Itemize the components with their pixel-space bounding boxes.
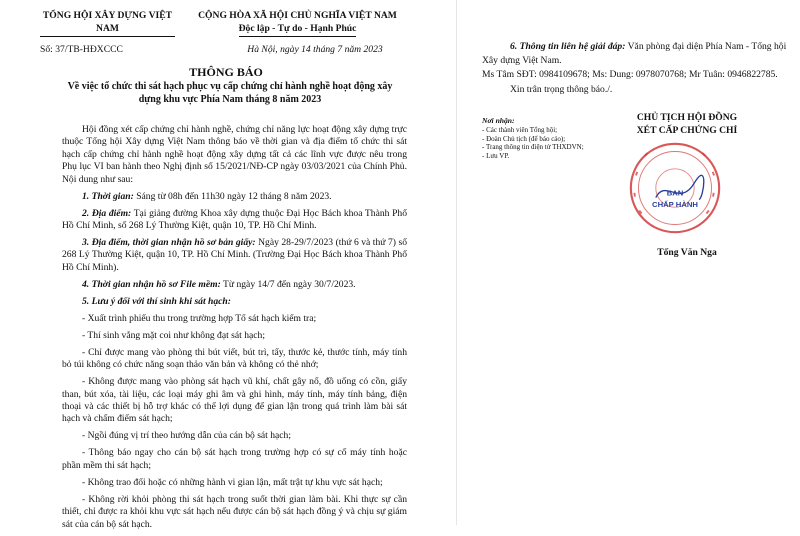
note-item: - Thí sinh vắng mặt coi như không đạt sát hạch; (82, 329, 266, 341)
org-name: TỔNG HỘI XÂY DỰNG VIỆT NAM (40, 10, 175, 37)
signature-title-line-2: XÉT CẤP CHỨNG CHỈ (636, 124, 738, 136)
contact-phones: Ms Tâm SĐT: 0984109678; Ms: Dung: 0978070768; Mr Tuân: 0946822785. (482, 69, 778, 81)
document-page-right (462, 0, 800, 525)
issuing-organization (40, 10, 175, 37)
note-item: - Không được mang vào phòng sát hạch vũ khí, chất gây nổ, đồ uống có cồn, giấy than, bút xóa, tài liệu, các loại máy ghi âm và ghi hình, máy tính, máy tính bảng, điện thoại và các thiết bị hỗ trợ khác có thể lợi dụng để gian lận trong quá trình làm bài sát hạch và chấm điểm sát hạch; (62, 376, 407, 425)
note-item: - Chỉ được mang vào phòng thi bút viết, bút trì, tẩy, thước kẻ, thước tính, máy tính bỏ túi không có chức năng soạn thảo văn bản và không có thẻ nhớ; (62, 346, 407, 371)
stamp-text-ban: BAN (666, 188, 684, 198)
section-paper-submission: 3. Địa điểm, thời gian nhận hồ sơ bản giấy: Ngày 28-29/7/2023 (thứ 6 và thứ 7) số 268 Lý Thường Kiệt, quận 10, TP. Hồ Chí Minh. (Trường Đại Học Bách khoa Thành Phố Hồ Chí Minh). (62, 237, 408, 273)
note-item: - Xuất trình phiếu thu trong trường hợp Tổ sát hạch kiểm tra; (82, 312, 317, 324)
document-title: THÔNG BÁO (189, 65, 263, 79)
document-subtitle (60, 81, 400, 107)
signature-title (612, 112, 762, 137)
contact-section (482, 40, 794, 97)
recipients-heading: Nơi nhận: (482, 116, 515, 125)
official-stamp (627, 140, 723, 236)
section-location: 2. Địa điểm: Tại giảng đường Khoa xây dựng thuộc Đại Học Bách khoa Thành Phố Hồ Chí Minh, số 268 Lý Thường Kiệt, quận 10, TP. Hồ Chí Minh. (62, 207, 407, 232)
note-item: - Không trao đổi hoặc có những hành vi gian lận, mất trật tự khu vực sát hạch; (82, 476, 383, 488)
note-item: - Không rời khỏi phòng thi sát hạch trong suốt thời gian làm bài. Khi thực sự cần thiết, chỉ được ra khỏi khu vực sát hạch nếu được cán bộ sát hạch đồng ý và chịu sự giám sát của cán bộ sát hạch. (62, 493, 407, 530)
subtitle-text: Về việc tổ chức thi sát hạch phục vụ cấp chứng chỉ hành nghề hoạt động xây dựng khu vực Phía Nam tháng 8 năm 2023 (67, 81, 393, 105)
note-item: - Thông báo ngay cho cán bộ sát hạch trong trường hợp có sự cố máy tính hoặc phần mềm thi sát hạch; (62, 447, 407, 471)
recipient-item: - Lưu VP. (482, 152, 510, 161)
national-motto: Độc lập - Tự do - Hạnh Phúc (239, 23, 357, 38)
recipient-item: - Trang thông tin điện tử THXDVN; (482, 143, 584, 152)
country-name: CỘNG HÒA XÃ HỘI CHỦ NGHĨA VIỆT NAM (198, 10, 397, 21)
section-notes: 5. Lưu ý đối với thí sinh khi sát hạch: (82, 295, 231, 307)
recipient-item: - Đoàn Chủ tịch (để báo cáo); (482, 134, 566, 143)
document-body (62, 124, 407, 536)
intro-paragraph: Hội đồng xét cấp chứng chỉ hành nghề, chứng chỉ năng lực hoạt động xây dựng trực thuộc Tổng hội Xây dựng Việt Nam thông báo về thời gian và địa điểm tổ chức thi sát hạch cấp chứng chỉ hành nghề hoạt động xây dựng tất cả các lĩnh vực được nêu trong Phụ lục VI ban hành theo Nghị định số 15/2021/NĐ-CP ngày 03/03/2021 của Chính Phủ. Nội dung như sau: (62, 124, 407, 185)
signature-title-line-1: CHỦ TỊCH HỘI ĐỒNG (636, 112, 738, 123)
stamp-text-chap-hanh: CHẤP HÀNH (652, 200, 698, 210)
closing-line: Xin trân trọng thông báo./. (510, 83, 613, 95)
section-file-submission: 4. Thời gian nhận hồ sơ File mềm: Từ ngày 14/7 đến ngày 30/7/2023. (82, 278, 356, 290)
page-divider (456, 0, 457, 525)
contact-info: 6. Thông tin liên hệ giải đáp: Văn phòng đại diện Phía Nam - Tổng hội Xây dựng Việt Nam. (482, 41, 787, 67)
note-item: - Ngồi đúng vị trí theo hướng dẫn của cán bộ sát hạch; (82, 430, 292, 442)
national-heading (180, 10, 415, 37)
document-number: Số: 37/TB-HĐXCCC (40, 44, 123, 55)
section-time: 1. Thời gian: Sáng từ 08h đến 11h30 ngày 12 tháng 8 năm 2023. (82, 190, 332, 202)
document-date: Hà Nội, ngày 14 tháng 7 năm 2023 (247, 44, 383, 55)
recipient-item: - Các thành viên Tổng hội; (482, 125, 558, 134)
signer-name: Tống Văn Nga (657, 247, 717, 258)
recipients-list (482, 117, 622, 161)
